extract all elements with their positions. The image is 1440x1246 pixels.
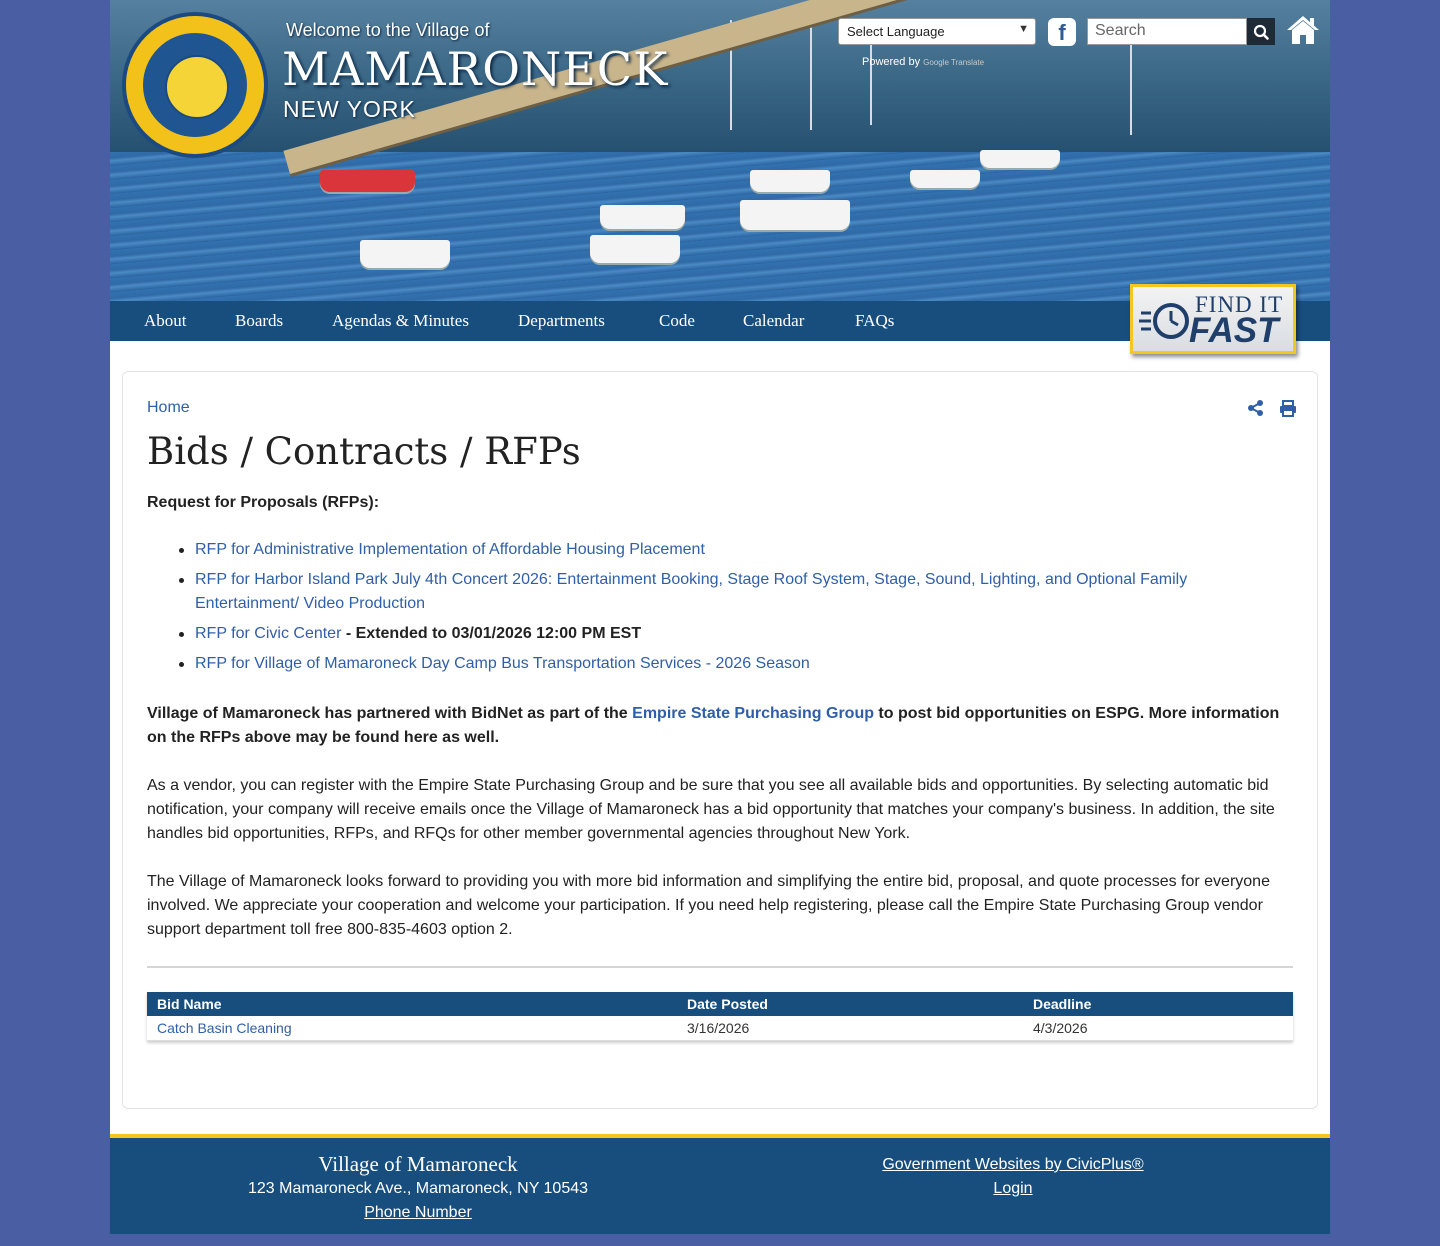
login-link[interactable]: Login: [993, 1180, 1033, 1197]
google-translate-brand[interactable]: Google Translate: [923, 58, 985, 67]
nav-item-faqs[interactable]: FAQs: [855, 311, 895, 330]
find-it-fast-line1: FIND IT: [1195, 292, 1284, 317]
column-header-date-posted[interactable]: Date Posted: [677, 992, 1023, 1016]
nav-item-boards[interactable]: Boards: [235, 311, 284, 330]
nav-item-agendas-minutes[interactable]: Agendas & Minutes: [332, 311, 469, 330]
language-select[interactable]: [838, 18, 1036, 45]
date-posted-cell: 3/16/2026: [677, 1016, 1023, 1041]
rfp-note: - Extended to 03/01/2026 12:00 PM EST: [341, 625, 642, 642]
vendor-paragraph: As a vendor, you can register with the Empire State Purchasing Group and be sure that you see all available bids and opportunities. By selecting automatic bid notification, your company will receive emails once the Village of Mamaroneck has a bid opportunity that matches your company's business. In addition, the site handles bid opportunities, RFPs, and RFQs for other member governmental agencies throughout New York.: [147, 777, 1275, 842]
rfp-link[interactable]: RFP for Harbor Island Park July 4th Concert 2026: Entertainment Booking, Stage Roof System, Stage, Sound, Lighting, and Optional Family Entertainment/ Video Production: [195, 571, 1188, 612]
content-card: [122, 371, 1318, 1109]
espg-link[interactable]: Empire State Purchasing Group: [632, 705, 874, 722]
powered-by-text: [862, 56, 984, 68]
village-seal-logo[interactable]: [122, 12, 268, 158]
list-item: [195, 622, 1295, 646]
footer-phone-link[interactable]: Phone Number: [364, 1204, 472, 1221]
search-input[interactable]: [1087, 18, 1247, 45]
search-button[interactable]: [1247, 18, 1275, 45]
boat: [590, 235, 680, 263]
home-icon[interactable]: [1286, 14, 1320, 46]
bid-link[interactable]: Catch Basin Cleaning: [157, 1020, 292, 1036]
search-placeholder: Search: [1095, 22, 1146, 39]
partner-paragraph: [147, 702, 1297, 750]
partner-text-before: Village of Mamaroneck has partnered with BidNet as part of the: [147, 705, 633, 722]
boat: [320, 170, 415, 192]
find-it-fast-line2: FAST: [1189, 311, 1279, 350]
seal-emblem: [165, 55, 229, 119]
bid-name-cell: [147, 1016, 677, 1041]
powered-by-label: Powered by: [862, 56, 921, 68]
nav-item-calendar[interactable]: Calendar: [743, 311, 805, 330]
page-title: Bids / Contracts / RFPs: [147, 430, 581, 473]
share-icon[interactable]: [1247, 399, 1265, 417]
boat: [750, 170, 830, 192]
site-title[interactable]: MAMARONECK: [282, 42, 669, 96]
rfp-heading: Request for Proposals (RFPs):: [147, 494, 380, 511]
table-row: [147, 1016, 1293, 1041]
partner-text-after: to post bid opportunities on ESPG. More information on the RFPs above may be found here as well.: [147, 705, 1280, 746]
search-icon: [1247, 18, 1275, 45]
list-item: [195, 652, 1295, 676]
divider: [147, 966, 1293, 968]
nav-item-about[interactable]: About: [144, 311, 187, 330]
language-select-value: Select Language: [847, 24, 945, 39]
nav-item-code[interactable]: Code: [659, 311, 695, 330]
list-item: [195, 538, 1295, 562]
chevron-down-icon: ▼: [1018, 23, 1029, 35]
boat: [600, 205, 685, 229]
list-item: [195, 568, 1295, 616]
header-banner: [110, 0, 1330, 301]
find-it-fast-button[interactable]: [1130, 284, 1296, 354]
welcome-text: Welcome to the Village of: [286, 20, 490, 40]
boat: [360, 240, 450, 268]
nav-item-departments[interactable]: Departments: [518, 311, 605, 330]
page: [110, 0, 1330, 1234]
rfp-link[interactable]: RFP for Village of Mamaroneck Day Camp Bus Transportation Services - 2026 Season: [195, 655, 810, 672]
sailboat-mast: [1130, 40, 1132, 135]
table-header-row: [147, 992, 1293, 1016]
footer-address: 123 Mamaroneck Ave., Mamaroneck, NY 10543: [247, 1180, 589, 1197]
boat: [980, 150, 1060, 168]
column-header-bid-name[interactable]: Bid Name: [147, 992, 677, 1016]
rfp-link[interactable]: RFP for Administrative Implementation of Affordable Housing Placement: [195, 541, 705, 558]
breadcrumb-home[interactable]: Home: [147, 399, 190, 416]
rfp-list: [147, 538, 1295, 682]
boat: [740, 200, 850, 230]
deadline-cell: 4/3/2026: [1023, 1016, 1293, 1041]
boat: [910, 170, 980, 188]
footer-village-name: Village of Mamaroneck: [318, 1152, 518, 1176]
sailboat-mast: [810, 10, 812, 130]
facebook-icon[interactable]: f: [1048, 18, 1076, 46]
clock-icon: [1137, 293, 1197, 349]
site-state: NEW YORK: [283, 96, 416, 122]
print-icon[interactable]: [1279, 399, 1297, 417]
column-header-deadline[interactable]: Deadline: [1023, 992, 1293, 1016]
civicplus-link[interactable]: Government Websites by CivicPlus®: [882, 1156, 1144, 1173]
footer: [110, 1134, 1330, 1234]
rfp-link[interactable]: RFP for Civic Center: [195, 625, 342, 642]
banner-water: [110, 152, 1330, 301]
closing-paragraph: The Village of Mamaroneck looks forward to providing you with more bid information and simplifying the entire bid, proposal, and quote processes for everyone involved. We appreciate your cooperation and welcome your participation. If you need help registering, please call the Empire State Purchasing Group vendor support department toll free 800-835-4603 option 2.: [147, 873, 1270, 938]
bids-table: [147, 992, 1293, 1041]
seal-ring: [140, 30, 250, 140]
